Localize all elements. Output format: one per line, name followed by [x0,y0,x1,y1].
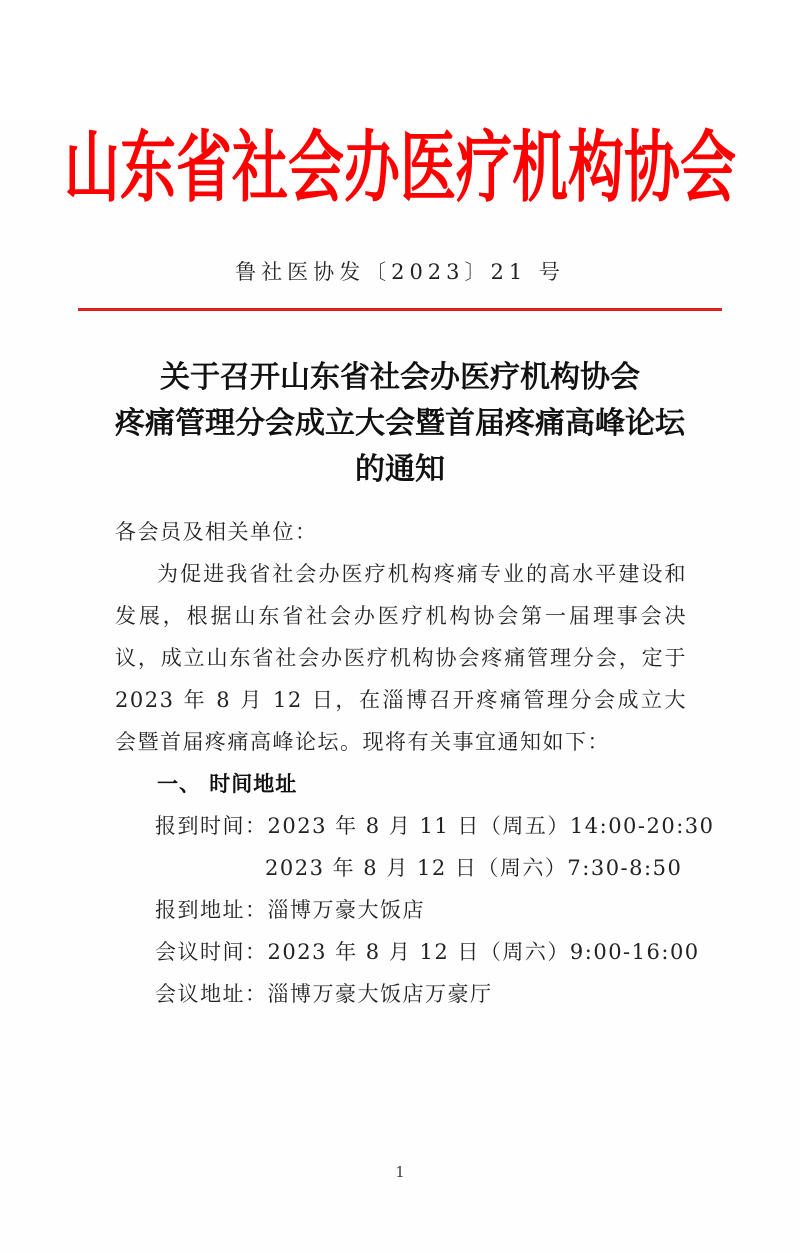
detail-line-registration-address: 报到地址：淄博万豪大饭店 [155,898,425,922]
page-number: 1 [395,1163,405,1181]
letterhead-org-title: 山东省社会办医疗机构协会 [64,122,736,214]
notice-title-line-3: 的通知 [355,452,445,487]
intro-paragraph: 为促进我省社会办医疗机构疼痛专业的高水平建设和发展，根据山东省社会办医疗机构协会第一届理事会决议，成立山东省社会办医疗机构协会疼痛管理分会，定于 2023 年 8 月 12 日，在淄博召开疼痛管理分会成立大会暨首届疼痛高峰论坛。现将有关事宜通知如下： [115,562,687,754]
detail-line-meeting-address: 会议地址：淄博万豪大饭店万豪厅 [155,982,493,1006]
notice-title-line-2: 疼痛管理分会成立大会暨首届疼痛高峰论坛 [115,406,685,441]
notice-title-line-1: 关于召开山东省社会办医疗机构协会 [160,360,640,395]
doc-reference-number: 鲁社医协发〔2023〕21 号 [235,260,565,284]
salutation-line: 各会员及相关单位： [115,520,318,544]
detail-line-meeting-time: 会议时间：2023 年 8 月 12 日（周六）9:00-16:00 [155,940,700,964]
section-heading-time-location: 一、 时间地址 [157,772,298,796]
notice-body [115,511,715,1015]
red-separator-line [78,308,722,311]
detail-line-registration-time-2: 2023 年 8 月 12 日（周六）7:30-8:50 [265,856,683,880]
document-page [0,122,800,1253]
notice-title [0,355,800,493]
detail-line-registration-time: 报到时间：2023 年 8 月 11 日（周五）14:00-20:30 [155,814,715,838]
